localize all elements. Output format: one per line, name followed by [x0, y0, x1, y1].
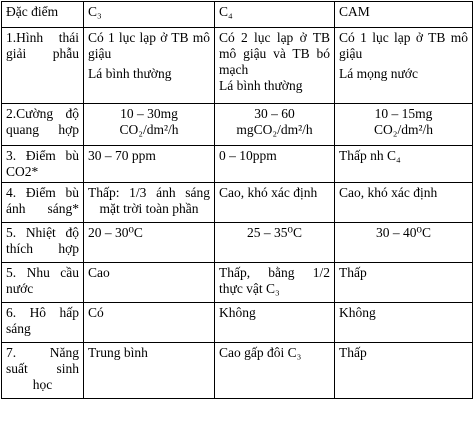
c4-cell: 30 – 60 mgCO₂/dm²/h [215, 104, 335, 146]
table-row [2, 303, 473, 343]
cam-cell: Thấp [335, 343, 473, 399]
c3-cell: Có [84, 303, 215, 343]
feature-cell: 2.Cường độ quang hợp [2, 104, 84, 146]
cam-cell: Không [335, 303, 473, 343]
c3-cell: Thấp: 1/3 ánh sáng mặt trời toàn phần [84, 183, 215, 223]
cam-cell: 30 – 40⁰C [335, 223, 473, 263]
c4-cell: Không [215, 303, 335, 343]
table-row [2, 104, 473, 146]
c3-c4-cam-comparison-table [1, 1, 473, 399]
c4-cell: Cao gấp đôi C₃ [215, 343, 335, 399]
feature-cell: 1.Hình thái giải phẫu [2, 28, 84, 104]
c3-cell: Trung bình [84, 343, 215, 399]
cam-cell: Có 1 lục lạp ở TB mô giậu Lá mọng nước [335, 28, 473, 104]
cam-cell: Cao, khó xác định [335, 183, 473, 223]
table-row [2, 28, 473, 104]
feature-cell: 7. Năng suất sinh học [2, 343, 84, 399]
c3-cell: 30 – 70 ppm [84, 146, 215, 183]
c4-cell: Có 2 lục lạp ở TB mô giậu và TB bó mạch Lá bình thường [215, 28, 335, 104]
table-row [2, 263, 473, 303]
c4-cell: Thấp, bằng 1/2 thực vật C₃ [215, 263, 335, 303]
c3-cell: 10 – 30mg CO₂/dm²/h [84, 104, 215, 146]
feature-cell: 3. Điểm bù CO2* [2, 146, 84, 183]
table-row [2, 223, 473, 263]
cam-cell: Thấp [335, 263, 473, 303]
feature-cell: 4. Điểm bù ánh sáng* [2, 183, 84, 223]
header-row [2, 2, 473, 28]
header-c3: C₃ [84, 2, 215, 28]
c4-cell: 0 – 10ppm [215, 146, 335, 183]
c3-cell: 20 – 30⁰C [84, 223, 215, 263]
feature-cell: 5. Nhu cầu nước [2, 263, 84, 303]
c4-cell: 25 – 35⁰C [215, 223, 335, 263]
table-row [2, 146, 473, 183]
feature-cell: 5. Nhiệt độ thích hợp [2, 223, 84, 263]
c4-cell: Cao, khó xác định [215, 183, 335, 223]
table-row [2, 343, 473, 399]
cam-cell: Thấp nh C₄ [335, 146, 473, 183]
header-c4: C₄ [215, 2, 335, 28]
header-feature: Đặc điểm [2, 2, 84, 28]
header-cam: CAM [335, 2, 473, 28]
feature-cell: 6. Hô hấp sáng [2, 303, 84, 343]
c3-cell: Cao [84, 263, 215, 303]
cam-cell: 10 – 15mg CO₂/dm²/h [335, 104, 473, 146]
table-row [2, 183, 473, 223]
c3-cell: Có 1 lục lạp ở TB mô giậu Lá bình thường [84, 28, 215, 104]
